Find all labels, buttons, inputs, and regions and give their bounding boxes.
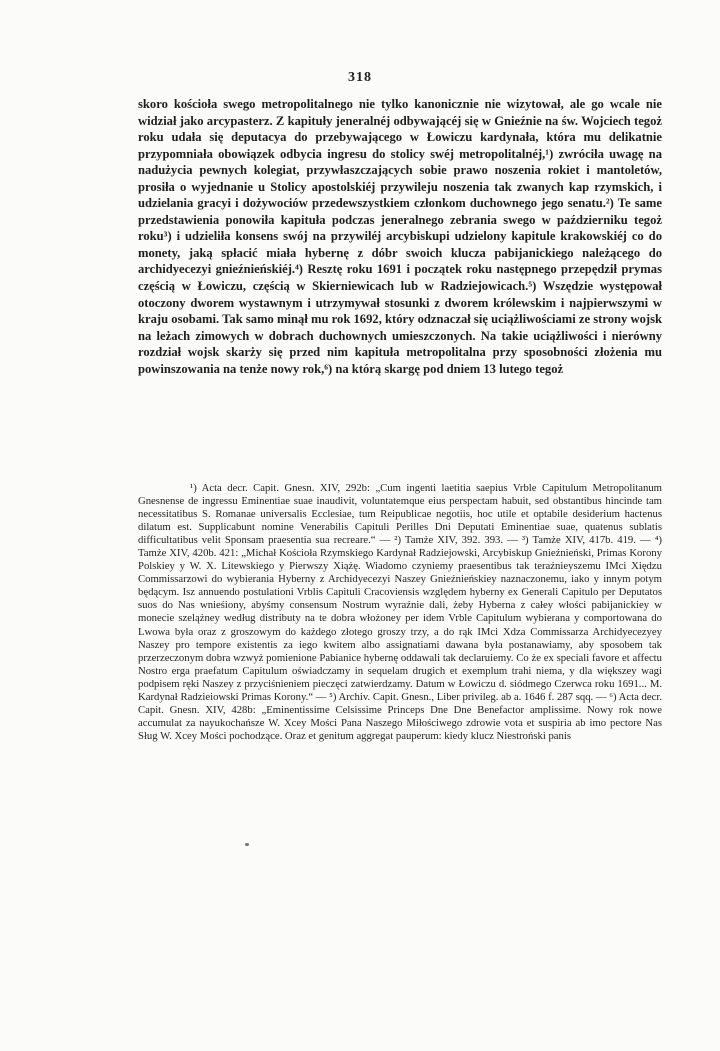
page-number: 318	[348, 70, 372, 85]
ink-speck	[245, 843, 249, 846]
footnotes-paragraph: ¹) Acta decr. Capit. Gnesn. XIV, 292b: „Cum ingenti laetitia saepius Vrble Capitulum Metropolitanum Gnesnense de ingressu Eminentiae suae inaudivit, voluntatemque eius perspectam habuit, sed obstantibus hincinde tam necessitatibus S. Romanae universalis Ecclesiae, tum Reipublicae negotiis, hoc utile et optabile desiderium hactenus dilatum est. Supplicabunt nomine Venerabilis Capituli Perilles Dni Deputati Eminentiae suae, quatenus sublatis difficultatibus velit Sponsam praesentia sua recreare.“ — ²) Tamże XIV, 392. 393. — ³) Tamże XIV, 417b. 419. — ⁴) Tamże XIV, 420b. 421: „Michał Kościoła Rzymskiego Kardynał Radziejowski, Arcybiskup Gnieźnieński, Primas Korony Polskiey y W. X. Litewskiego y Pierwszy Xiążę. Wiadomo czyniemy praesentibus tak teraźnieyszemu IMci Xiędzu Commissarzowi do wybierania Hyberny z Archidyecezyi Naszey Gnieźnieńskiey naznaczonemu, iako y innym potym będącym. Isz annuendo postulationi Vrblis Capituli Cracoviensis względem hyberny ex Generali Capitulo per Deputatos suos do Nas wnieśiony, abyśmy consensum Nostrum wyraźnie dali, żeby Hyberna z całey włości pabijanickiey w monecie szelążney według distributy na te dobra włożoney per idem Vrble Capitulum wybierana y comportowana do Lwowa była oraz z groszowym do każdego złotego groszy trzy, a do rąk IMci Xdza Commissarza Archidyecezyey Naszey pro tempore existentis za iego kwitem albo assignatiami dawana była postanawiamy, aby sposobem tak przerzeczonym dobra wzwyż pomienione Pabianice hybernę oddawali tak declaruiemy. Co że ex speciali favore et affectu Nostro erga praefatum Capitulum oświadczamy in sequelam drugich et exemplum trahi niema, y dla większey wagi podpisem ręki Naszey z przyciśnieniem pieczęci zatwierdzamy. Datum w Łowiczu d. siódmego Czerwca roku 1691... M. Kardynał Radzieiowski Primas Korony.“ — ⁵) Archiv. Capit. Gnesn., Liber privileg. ab a. 1646 f. 287 sqq. — ⁶) Acta decr. Capit. Gnesn. XIV, 428b: „Eminentissime Celsissime Princeps Dne Dne Benefactor amplissime. Nowy rok nowe accumulat za nayukochańsze W. Xcey Mości Pana Naszego Miłościwego zdrowie vota et suspiria ab imo pectore Nas Sług W. Xcey Mości pochodzące. Oraz et genitum aggregat pauperum: kiedy klucz Niestroński panis	[138, 482, 662, 742]
footnotes	[138, 482, 662, 743]
main-body-text	[138, 96, 662, 377]
body-paragraph: skoro kościoła swego metropolitalnego nie tylko kanonicznie nie wizytował, ale go wcale nie widział jako arcypasterz. Z kapituły jeneralnéj odbywającéj się w Gnieźnie na św. Wojciech tegoż roku udała się deputacya do przebywającego w Łowiczu kardynała, która mu delikatnie przypomniała obowiązek odbycia ingresu do stolicy swéj metropolitalnéj,¹) zwróciła uwagę na nadużycia pewnych kolegiat, przywłaszczających sobie prawo noszenia rokiet i mantoletów, prosiła o wyjednanie u Stolicy apostolskiéj przywileju noszenia tak zwanych kap rzymskich, i udzielania gracyi i dożywociów przedewszystkiem członkom duchownego jego senatu.²) Te same przedstawienia ponowiła kapituła podczas jeneralnego zebrania swego w październiku tegoż roku³) i udzieliła konsens swój na przywiléj arcybiskupi udzielony kapitule krakowskiéj co do monety, jaką spłacić miała hybernę z dóbr swoich klucza pabijanickiego należącego do archidyecezyi gnieźnieńskiéj.⁴) Resztę roku 1691 i początek roku następnego przepędził prymas częścią w Łowiczu, częścią w Skierniewicach lub w Radziejowicach.⁵) Wszędzie występował otoczony dworem wystawnym i utrzymywał stosunki z dworem królewskim i najpierwszymi w kraju osobami. Tak samo minął mu rok 1692, który odznaczał się uciążliwościami ze strony wojsk na leżach zimowych w dobrach duchownych umieszczonych. Na takie uciążliwości i nierówny rozdział wojsk skarży się przed nim kapituła metropolitalna przy sposobności złożenia mu powinszowania na tenże nowy rok,⁶) na którą skargę pod dniem 13 lutego tegoż	[138, 97, 662, 376]
